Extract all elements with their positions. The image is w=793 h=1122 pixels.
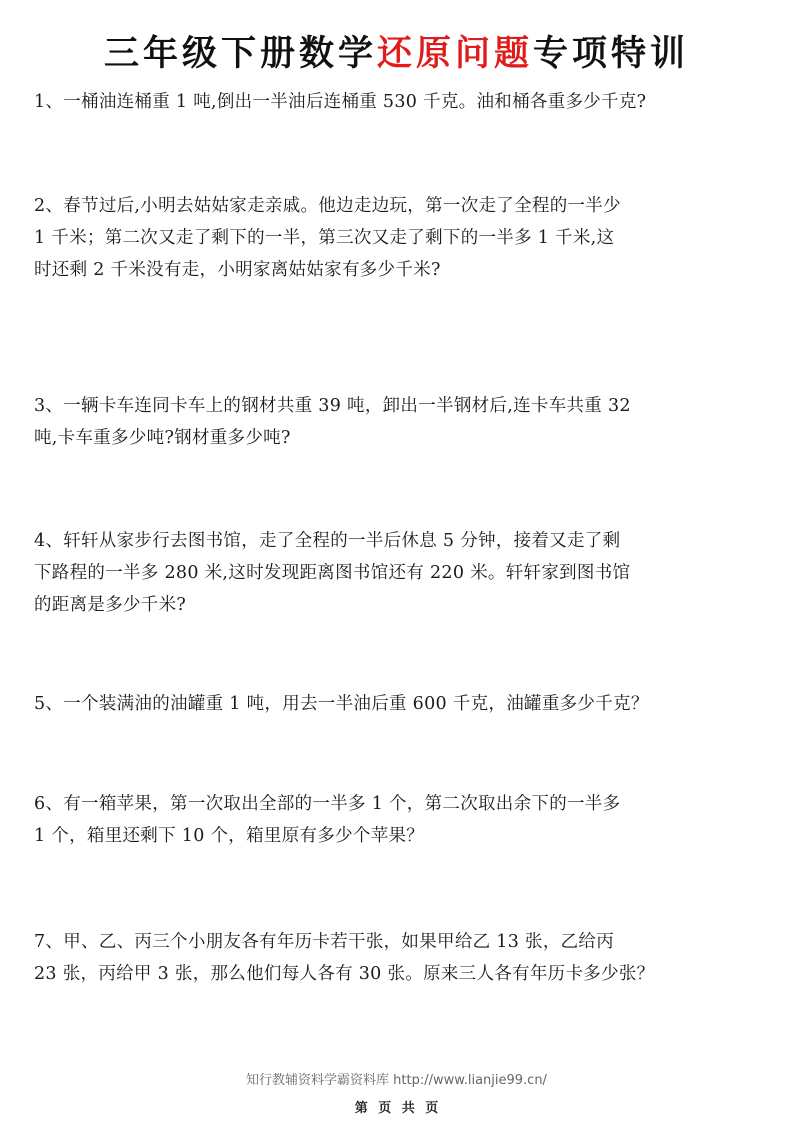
question-line: 吨,卡车重多少吨?钢材重多少吨? (34, 428, 291, 448)
question-line: 4、轩轩从家步行去图书馆，走了全程的一半后休息 5 分钟，接着又走了剩 (34, 531, 621, 551)
title-suffix: 专项特训 (533, 34, 690, 74)
question-line: 2、春节过后,小明去姑姑家走亲戚。他边走边玩，第一次走了全程的一半少 (34, 196, 621, 216)
question-line: 5、一个装满油的油罐重 1 吨，用去一半油后重 600 千克，油罐重多少千克？ (34, 694, 649, 714)
question-5 (34, 688, 759, 720)
question-line: 时还剩 2 千米没有走，小明家离姑姑家有多少千米? (34, 260, 441, 280)
question-line: 下路程的一半多 280 米,这时发现距离图书馆还有 220 米。轩轩家到图书馆 (34, 563, 631, 583)
question-line: 1 千米；第二次又走了剩下的一半，第三次又走了剩下的一半多 1 千米,这 (34, 228, 615, 248)
question-4 (34, 525, 759, 621)
title-highlight: 还原问题 (376, 34, 533, 74)
question-2 (34, 190, 759, 286)
question-line: 7、甲、乙、丙三个小朋友各有年历卡若干张，如果甲给乙 13 张，乙给丙 (34, 932, 615, 952)
question-1 (34, 86, 759, 118)
question-3 (34, 390, 759, 454)
question-line: 1 个，箱里还剩下 10 个，箱里原有多少个苹果？ (34, 826, 425, 846)
question-7 (34, 926, 759, 990)
footer-source: 知行教辅资料学霸资料库 http://www.lianjie99.cn/ (246, 1073, 547, 1088)
page-title (0, 26, 793, 76)
question-6 (34, 788, 759, 852)
footer-page-number: 第 页 共 页 (354, 1101, 439, 1116)
question-line: 3、一辆卡车连同卡车上的钢材共重 39 吨，卸出一半钢材后,连卡车共重 32 (34, 396, 631, 416)
title-prefix: 三年级下册数学 (103, 34, 377, 74)
question-line: 1、一桶油连桶重 1 吨,倒出一半油后连桶重 530 千克。油和桶各重多少千克? (34, 92, 647, 112)
question-line: 23 张，丙给甲 3 张，那么他们每人各有 30 张。原来三人各有年历卡多少张？ (34, 964, 655, 984)
question-line: 的距离是多少千米? (34, 595, 187, 615)
question-line: 6、有一箱苹果，第一次取出全部的一半多 1 个，第二次取出余下的一半多 (34, 794, 621, 814)
